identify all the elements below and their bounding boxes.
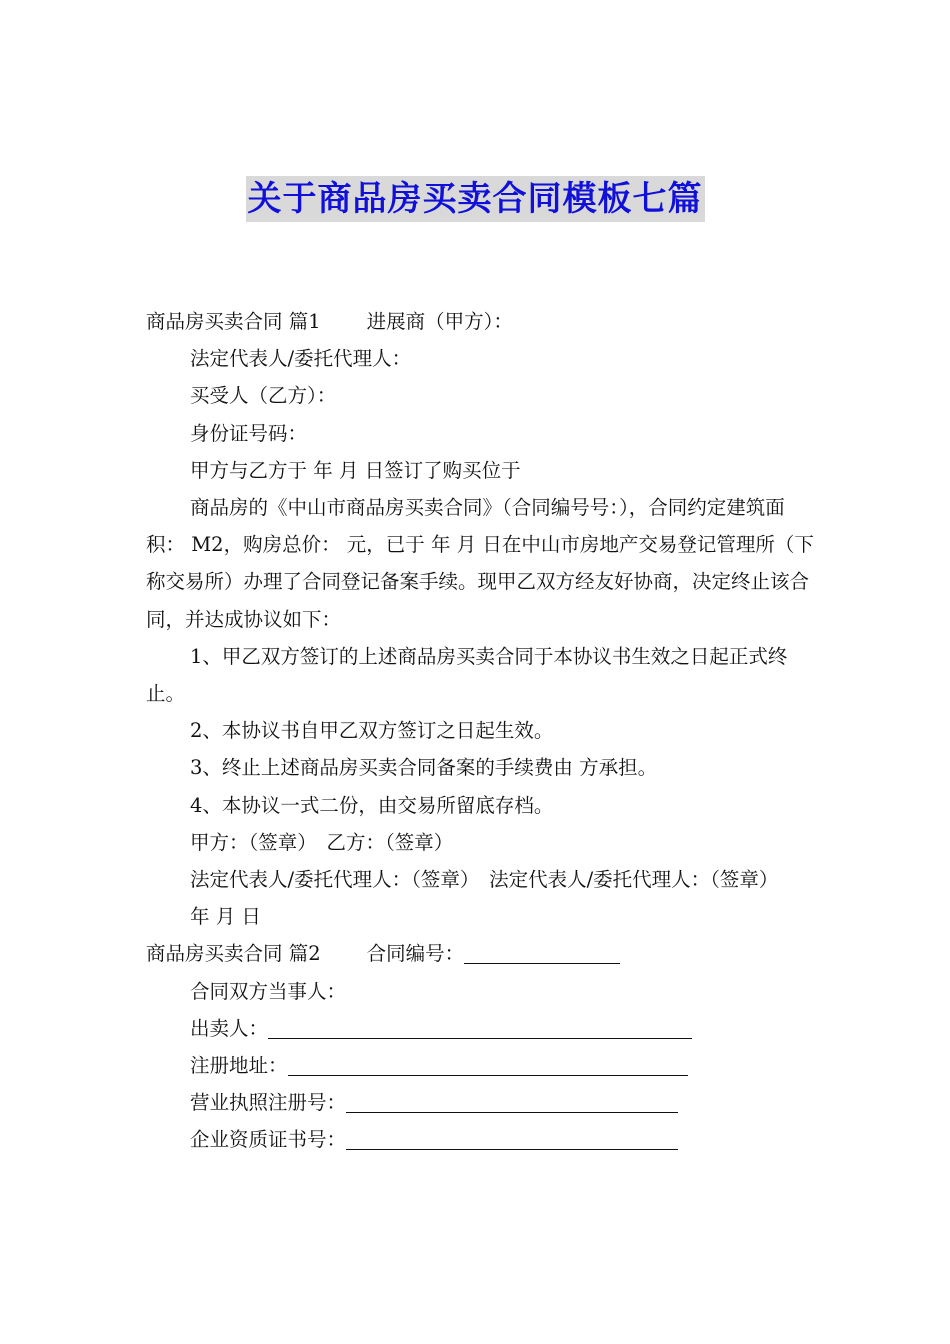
- representative-signature-line: 法定代表人/委托代理人：（签章） 法定代表人/委托代理人：（签章）: [190, 868, 779, 892]
- seller-field-line: [146, 1010, 816, 1047]
- buyer-line: 买受人（乙方）：: [190, 384, 337, 408]
- contract-number-blank: [464, 941, 620, 964]
- party-signature-line: 甲方：（签章） 乙方：（签章）: [190, 830, 454, 854]
- contract-parties-line: 合同双方当事人：: [190, 979, 347, 1003]
- id-number-line: 身份证号码：: [190, 421, 308, 445]
- address-label: 注册地址：: [190, 1054, 288, 1078]
- qualification-label: 企业资质证书号：: [190, 1128, 347, 1152]
- license-blank: [346, 1090, 678, 1113]
- section1-heading-line: [146, 303, 816, 340]
- section1-heading: 商品房买卖合同 篇1: [146, 310, 321, 333]
- legal-rep-line: 法定代表人/委托代理人：: [190, 347, 412, 371]
- contract-paragraph: 商品房的《中山市商品房买卖合同》（合同编号号：），合同约定建筑面积： M2，购房总价： 元，已于 年 月 日在中山市房地产交易登记管理所（下称交易所）办理了合同登记备案手续。现甲乙双方经友好协商，决定终止该合同，并达成协议如下：: [146, 496, 814, 631]
- signed-date-line: 甲方与乙方于 年 月 日签订了购买位于: [190, 458, 521, 482]
- agreement-item-4: 4、本协议一式二份，由交易所留底存档。: [190, 793, 554, 817]
- section2-heading-line: [146, 935, 816, 972]
- agreement-item-1: 1、甲乙双方签订的上述商品房买卖合同于本协议书生效之日起正式终止。: [146, 644, 788, 706]
- contract-number-label: 合同编号：: [366, 942, 465, 966]
- seller-blank: [268, 1016, 692, 1039]
- qualification-field-line: [146, 1121, 816, 1158]
- developer-label: 进展商（甲方）：: [366, 310, 513, 333]
- agreement-item-3: 3、终止上述商品房买卖合同备案的手续费由 方承担。: [190, 756, 658, 780]
- document-body: [146, 303, 816, 1159]
- address-blank: [288, 1053, 688, 1076]
- address-field-line: [146, 1047, 816, 1084]
- agreement-item-2: 2、本协议书自甲乙双方签订之日起生效。: [190, 719, 554, 743]
- seller-label: 出卖人：: [190, 1016, 269, 1040]
- license-label: 营业执照注册号：: [190, 1091, 347, 1115]
- section2-heading: 商品房买卖合同 篇2: [146, 942, 321, 966]
- title-container: [0, 176, 950, 222]
- date-line: 年 月 日: [190, 905, 261, 929]
- qualification-blank: [346, 1127, 678, 1150]
- document-title: 关于商品房买卖合同模板七篇: [246, 176, 705, 222]
- license-field-line: [146, 1084, 816, 1121]
